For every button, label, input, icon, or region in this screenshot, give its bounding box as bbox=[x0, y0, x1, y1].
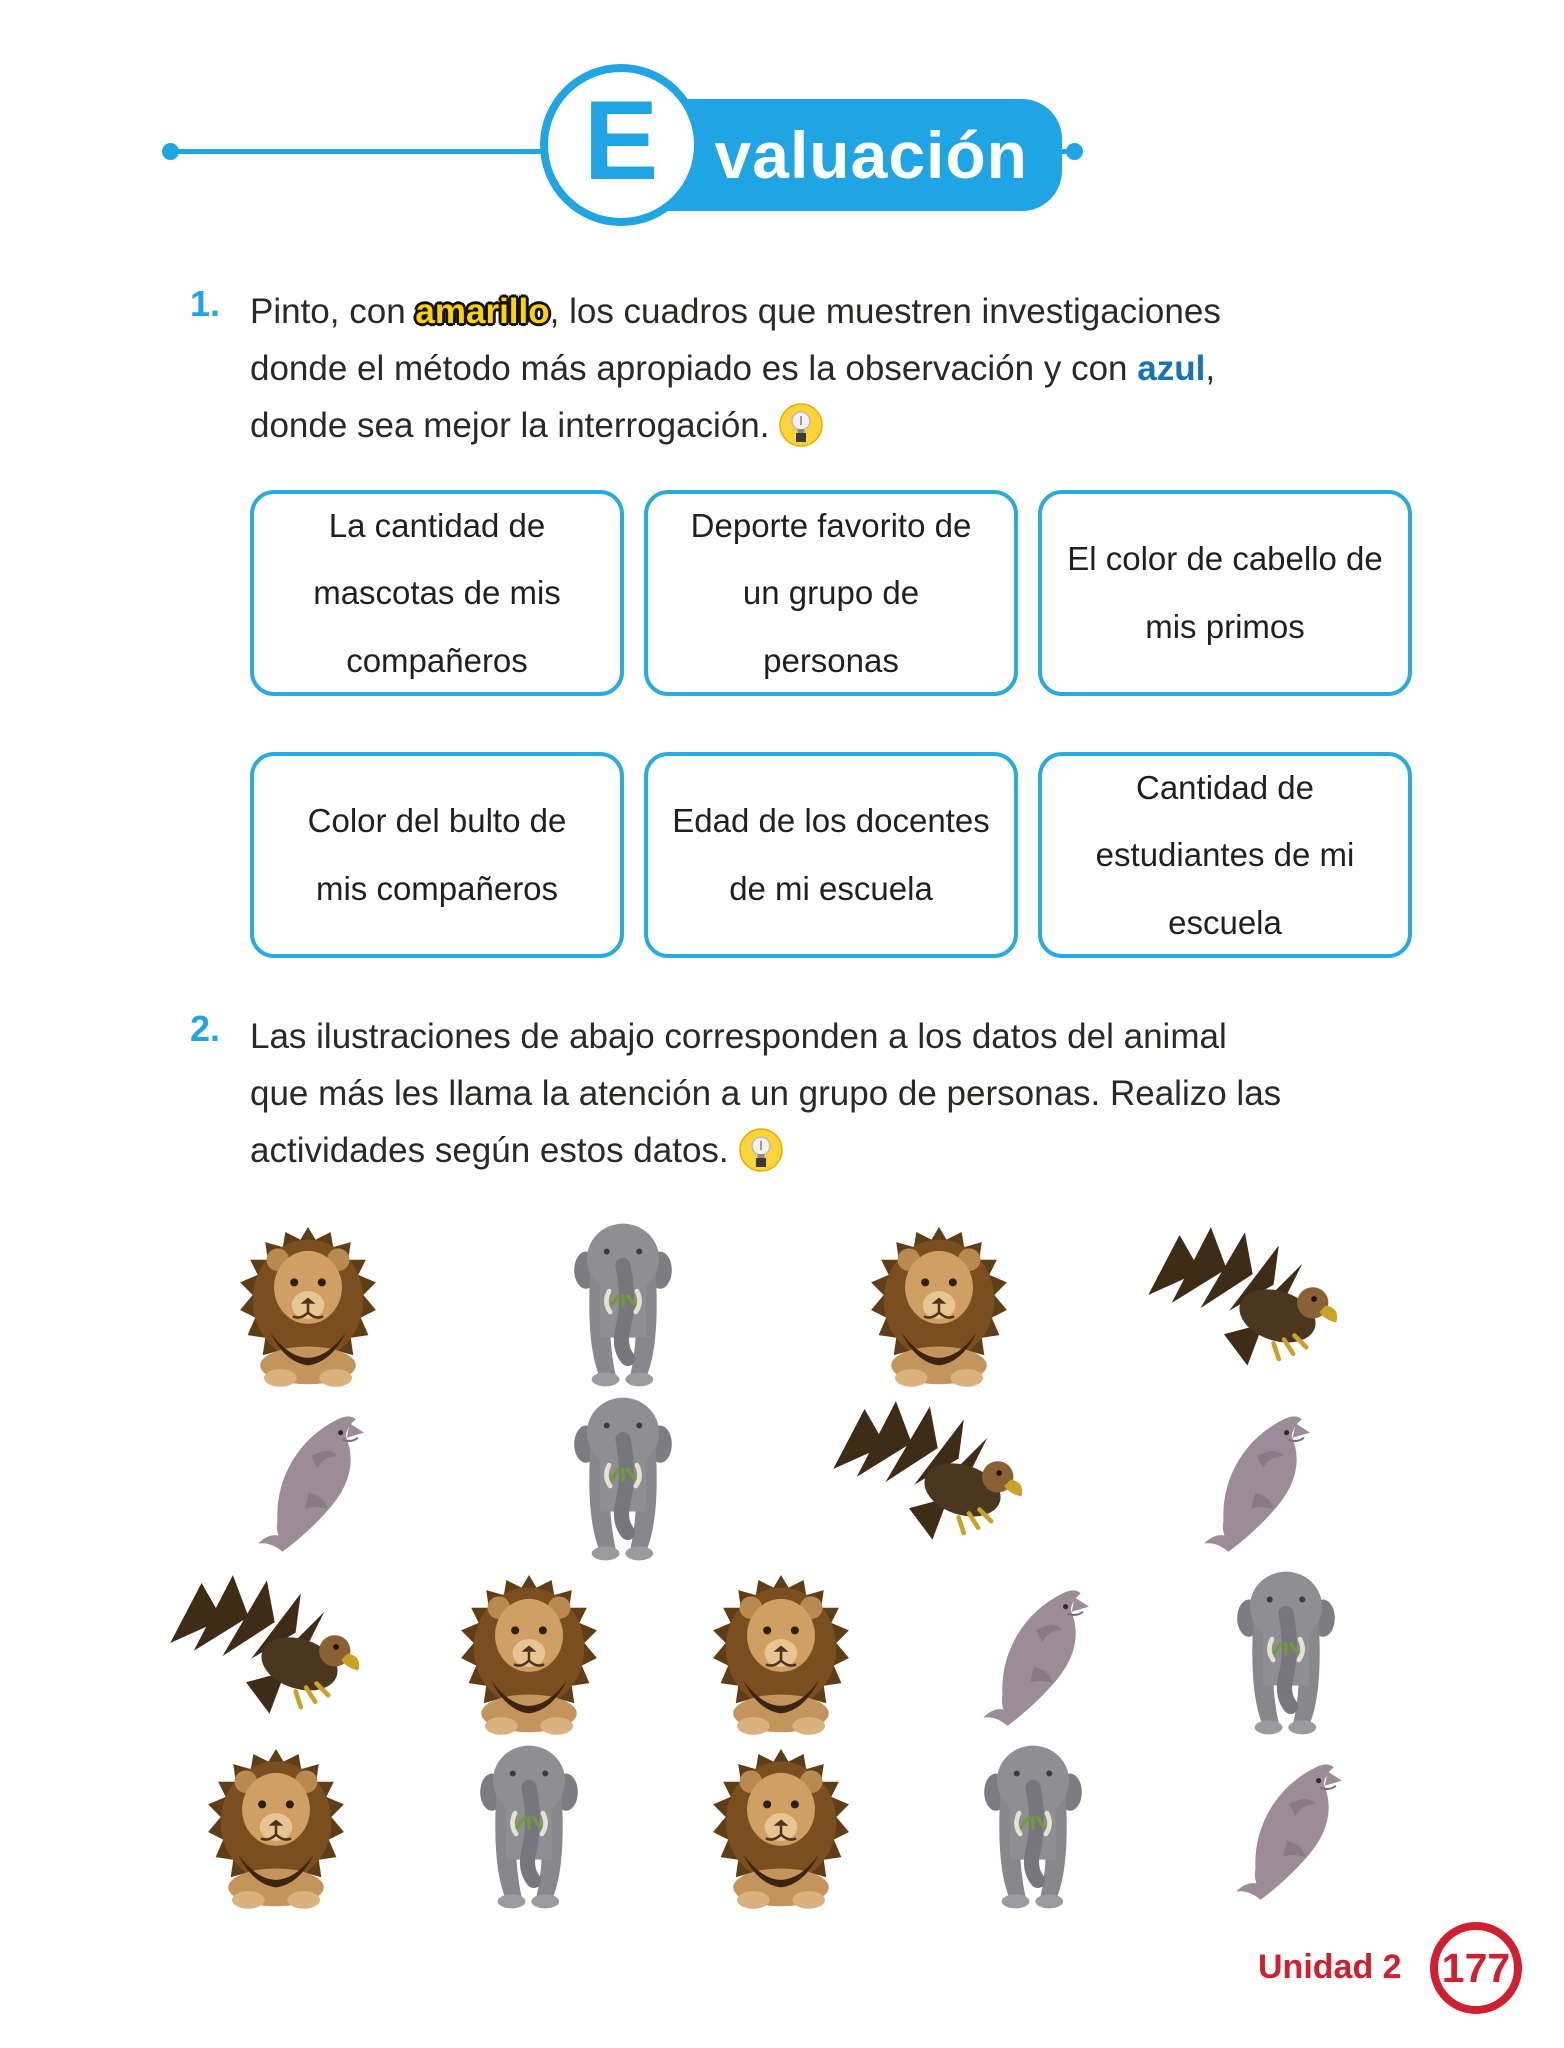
question-line bbox=[250, 1008, 1281, 1065]
text-segment: , los cuadros que muestren investigaciones bbox=[549, 292, 1221, 331]
box-label: El color de cabello de mis primos bbox=[1067, 540, 1383, 645]
box-label: Color del bulto de mis compañeros bbox=[307, 802, 567, 907]
banner-initial-circle bbox=[540, 64, 702, 226]
elephant-image bbox=[907, 1740, 1159, 1914]
box-label: La cantidad de mascotas de mis compañeros bbox=[313, 506, 561, 679]
lion-image bbox=[403, 1566, 655, 1740]
eagle-image bbox=[150, 1566, 402, 1740]
elephant-image bbox=[1160, 1566, 1412, 1740]
text-segment: donde sea mejor la interrogación. bbox=[250, 406, 770, 445]
page-number: 177 bbox=[1441, 1944, 1511, 1991]
animal-row bbox=[150, 1740, 1412, 1914]
text-segment: , bbox=[1205, 349, 1216, 388]
question-line bbox=[250, 283, 1221, 340]
eagle-image bbox=[1097, 1218, 1412, 1392]
highlight-azul: azul bbox=[1137, 349, 1206, 388]
question-line bbox=[250, 1065, 1281, 1122]
lion-image bbox=[655, 1740, 907, 1914]
unit-label: Unidad 2 bbox=[1258, 1948, 1402, 1986]
page-number-badge bbox=[1430, 1922, 1522, 2014]
text-segment: Pinto, con bbox=[250, 292, 416, 331]
lion-image bbox=[150, 1740, 402, 1914]
paintable-box[interactable] bbox=[1038, 490, 1412, 696]
question-1 bbox=[190, 283, 1221, 454]
text-segment: donde el método más apropiado es la observación y con bbox=[250, 349, 1138, 388]
lion-image bbox=[781, 1218, 1096, 1392]
elephant-image bbox=[466, 1392, 781, 1566]
question-2-text bbox=[250, 1008, 1281, 1179]
box-label: Deporte favorito de un grupo de personas bbox=[690, 506, 972, 679]
dolphin-image bbox=[1097, 1392, 1412, 1566]
animal-row bbox=[150, 1566, 1412, 1740]
elephant-image bbox=[403, 1740, 655, 1914]
lightbulb-icon bbox=[779, 403, 823, 447]
animal-row bbox=[150, 1392, 1412, 1566]
question-line bbox=[250, 340, 1221, 397]
question-1-number: 1. bbox=[190, 283, 221, 324]
question-line bbox=[250, 397, 1221, 454]
text-segment: actividades según estos datos. bbox=[250, 1131, 729, 1170]
lion-image bbox=[655, 1566, 907, 1740]
highlight-amarillo: amarillo bbox=[415, 292, 550, 331]
paintable-box[interactable] bbox=[644, 752, 1018, 958]
banner-title-rest: valuación bbox=[714, 118, 1028, 192]
paintable-box[interactable] bbox=[250, 752, 624, 958]
question-2 bbox=[190, 1008, 1281, 1179]
question-line bbox=[250, 1122, 1281, 1179]
eagle-image bbox=[781, 1392, 1096, 1566]
lion-image bbox=[150, 1218, 465, 1392]
paintable-box[interactable] bbox=[250, 490, 624, 696]
banner-initial-letter: E bbox=[583, 78, 659, 203]
box-label: Edad de los docentes de mi escuela bbox=[672, 802, 990, 907]
dolphin-image bbox=[907, 1566, 1159, 1740]
text-segment: que más les llama la atención a un grupo de personas. Realizo las bbox=[250, 1074, 1282, 1113]
dolphin-image bbox=[150, 1392, 465, 1566]
animal-row bbox=[150, 1218, 1412, 1392]
text-segment: Las ilustraciones de abajo corresponden a los datos del animal bbox=[250, 1017, 1227, 1056]
lightbulb-icon bbox=[739, 1128, 783, 1172]
question-1-text bbox=[250, 283, 1221, 454]
answer-boxes bbox=[250, 490, 1412, 958]
paintable-box[interactable] bbox=[1038, 752, 1412, 958]
question-2-number: 2. bbox=[190, 1008, 221, 1049]
dolphin-image bbox=[1160, 1740, 1412, 1914]
paintable-box[interactable] bbox=[644, 490, 1018, 696]
box-label: Cantidad de estudiantes de mi escuela bbox=[1095, 768, 1355, 941]
animal-grid bbox=[150, 1218, 1412, 1914]
elephant-image bbox=[466, 1218, 781, 1392]
